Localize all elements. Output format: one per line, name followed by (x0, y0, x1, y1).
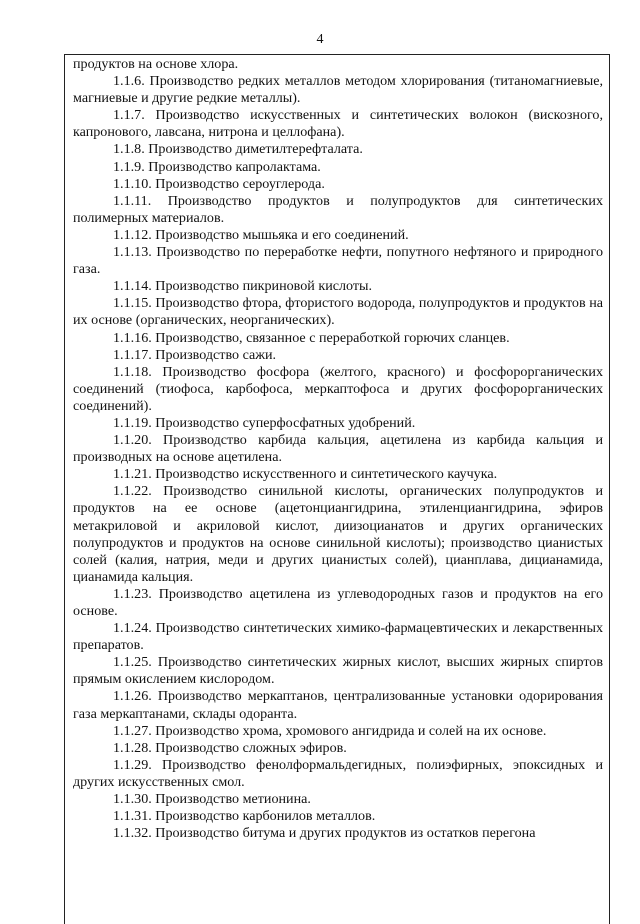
paragraph-1-1-28: 1.1.28. Производство сложных эфиров. (113, 739, 347, 756)
paragraph-1-1-8: 1.1.8. Производство диметилтерефталата. (113, 141, 363, 158)
page-number: 4 (316, 32, 324, 47)
paragraph-1-1-10: 1.1.10. Производство сероуглерода. (113, 175, 325, 192)
paragraph-1-1-20: 1.1.20. Производство карбида кальция, ацетилена из карбида кальция и производных на основе ацетилена. (73, 432, 603, 466)
paragraph-1-1-18: 1.1.18. Производство фосфора (желтого, красного) и фосфорорганических соединений (тиофоса, карбофоса, меркаптофоса и других фосфорорганических соединений). (73, 363, 603, 414)
paragraph-1-1-31: 1.1.31. Производство карбонилов металлов. (113, 808, 376, 825)
document-body (73, 56, 603, 842)
paragraph-1-1-12: 1.1.12. Производство мышьяка и его соединений. (113, 226, 409, 243)
paragraph-1-1-21: 1.1.21. Производство искусственного и синтетического каучука. (113, 466, 498, 483)
paragraph-1-1-11: 1.1.11. Производство продуктов и полупродуктов для синтетических полимерных материалов. (73, 192, 603, 226)
paragraph-1-1-22: 1.1.22. Производство синильной кислоты, органических полупродуктов и продуктов на ее основе (ацетонциангидрина, этиленциангидрина, эфиров метакриловой и акриловой кислот, диизоцианатов и других органических полупродуктов и продуктов на основе синильной кислоты); производство цианистых солей (калия, натрия, меди и других цианистых солей), цианплава, дицианамида, цианамида кальция. (73, 483, 603, 585)
paragraph-1-1-13: 1.1.13. Производство по переработке нефти, попутного нефтяного и природного газа. (73, 244, 603, 278)
paragraph-1-1-15: 1.1.15. Производство фтора, фтористого водорода, полупродуктов и продуктов на их основе (органических, неорганических). (73, 295, 603, 329)
paragraph-1-1-27: 1.1.27. Производство хрома, хромового ангидрида и солей на их основе. (113, 722, 547, 739)
paragraph-1-1-19: 1.1.19. Производство суперфосфатных удобрений. (113, 414, 416, 431)
paragraph-continuation: продуктов на основе хлора. (73, 56, 239, 72)
paragraph-1-1-23: 1.1.23. Производство ацетилена из углеводородных газов и продуктов на его основе. (73, 585, 603, 619)
paragraph-1-1-9: 1.1.9. Производство капролактама. (113, 158, 321, 175)
paragraph-1-1-6: 1.1.6. Производство редких металлов методом хлорирования (титаномагниевые, магниевые и другие редкие металлы). (73, 73, 603, 107)
paragraph-1-1-24: 1.1.24. Производство синтетических химико-фармацевтических и лекарственных препаратов. (73, 620, 603, 654)
paragraph-1-1-29: 1.1.29. Производство фенолформальдегидных, полиэфирных, эпоксидных и других искусственных смол. (73, 756, 603, 790)
paragraph-1-1-7: 1.1.7. Производство искусственных и синтетических волокон (вискозного, капронового, лавсана, нитрона и целлофана). (73, 107, 603, 141)
paragraph-1-1-25: 1.1.25. Производство синтетических жирных кислот, высших жирных спиртов прямым окислением кислородом. (73, 654, 603, 688)
paragraph-1-1-32: 1.1.32. Производство битума и других продуктов из остатков перегона (113, 825, 536, 842)
paragraph-1-1-30: 1.1.30. Производство метионина. (113, 791, 311, 808)
paragraph-1-1-16: 1.1.16. Производство, связанное с переработкой горючих сланцев. (113, 329, 510, 346)
paragraph-1-1-14: 1.1.14. Производство пикриновой кислоты. (113, 278, 373, 295)
paragraph-1-1-17: 1.1.17. Производство сажи. (113, 346, 277, 363)
paragraph-1-1-26: 1.1.26. Производство меркаптанов, централизованные установки одорирования газа меркаптанами, склады одоранта. (73, 688, 603, 722)
